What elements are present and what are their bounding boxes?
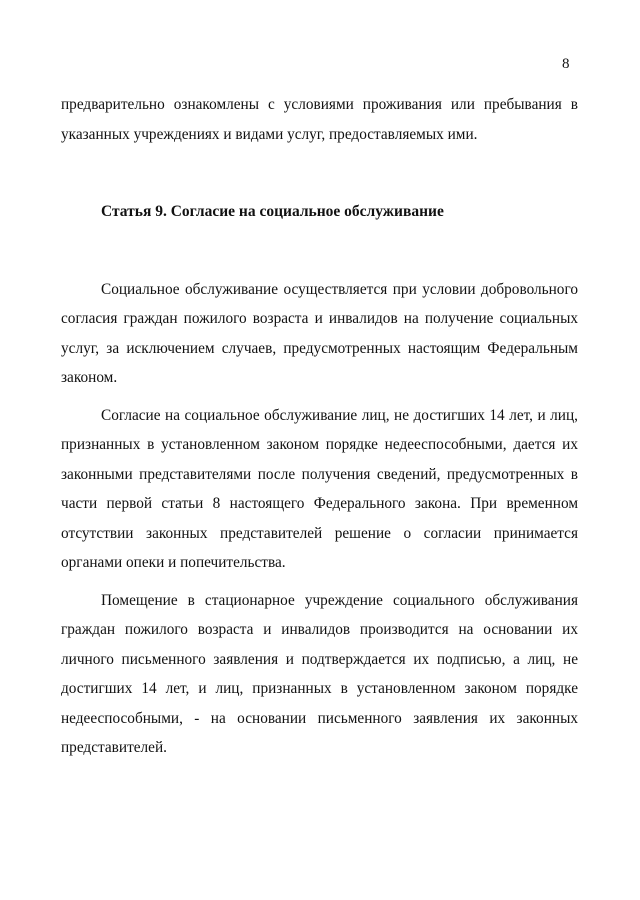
page-number: 8 — [562, 56, 570, 72]
article-heading: Статья 9. Согласие на социальное обслуживание — [101, 203, 444, 220]
paragraph-2: Согласие на социальное обслуживание лиц, не достигших 14 лет, и лиц, признанных в установленном законом порядке недееспособными, дается их законными представителями после получения сведений, предусмотренных в части первой статьи 8 настоящего Федерального закона. При временном отсутствии законных представителей решение о согласии принимается органами опеки и попечительства. — [61, 406, 578, 571]
paragraph-1: Социальное обслуживание осуществляется при условии добровольного согласия граждан пожилого возраста и инвалидов на получение социальных услуг, за исключением случаев, предусмотренных настоящим Федеральным законом. — [61, 280, 578, 386]
paragraph-3: Помещение в стационарное учреждение социального обслуживания граждан пожилого возраста и инвалидов производится на основании их личного письменного заявления и подтверждается их подписью, а лиц, не достигших 14 лет, и лиц, признанных в установленном законом порядке недееспособными, - на основании письменного заявления их законных представителей. — [61, 591, 578, 756]
document-body — [61, 90, 578, 763]
intro-continuation-text: предварительно ознакомлены с условиями проживания или пребывания в указанных учреждениях и видами услуг, предоставляемых ими. — [61, 96, 578, 143]
